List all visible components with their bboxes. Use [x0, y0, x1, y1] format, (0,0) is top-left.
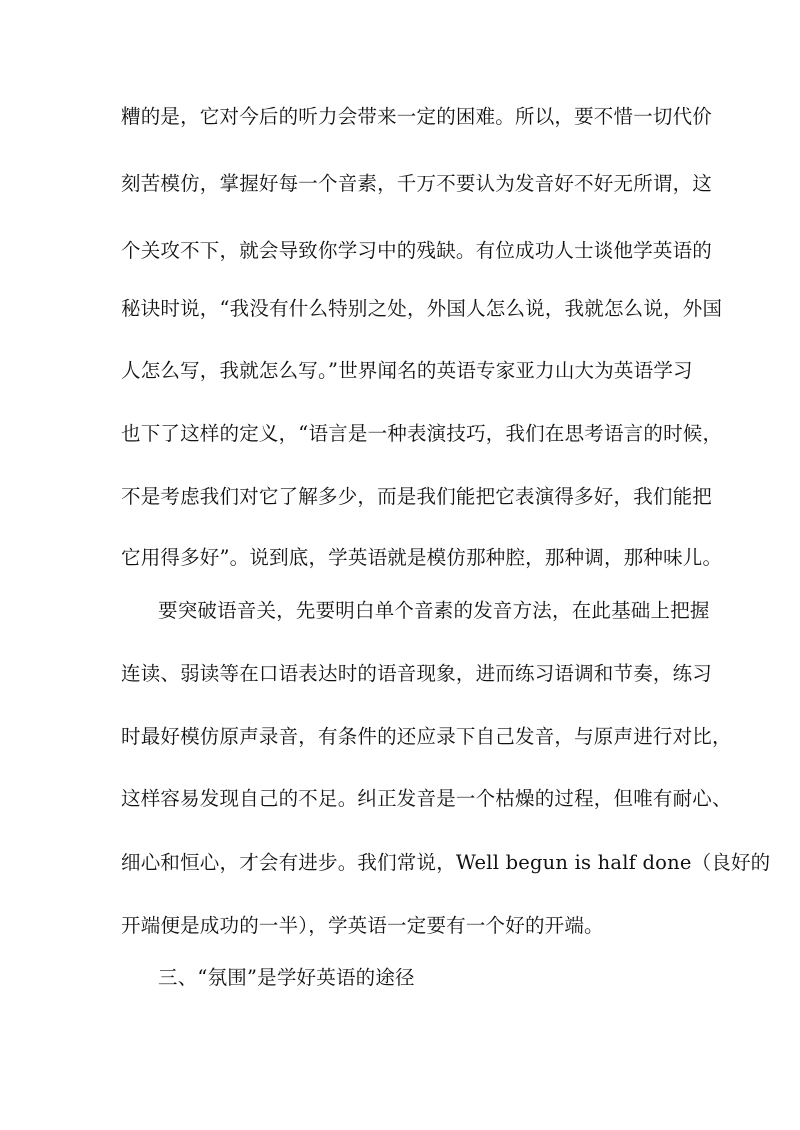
paragraph-1-line-7: 不是考虑我们对它了解多少，而是我们能把它表演得多好，我们能把	[121, 485, 713, 508]
paragraph-1-line-3: 个关攻不下，就会导致你学习中的残缺。有位成功人士谈他学英语的	[121, 239, 713, 262]
section-heading: 三、“氛围”是学好英语的途径	[158, 966, 415, 989]
paragraph-2-line-5: 细心和恒心，才会有进步。我们常说，Well begun is half done（良好的	[121, 851, 771, 874]
paragraph-1-line-1: 糟的是，它对今后的听力会带来一定的困难。所以，要不惜一切代价	[121, 105, 713, 128]
paragraph-1-line-4: 秘诀时说，“我没有什么特别之处，外国人怎么说，我就怎么说，外国	[121, 297, 723, 320]
paragraph-2-line-1: 要突破语音关，先要明白单个音素的发音方法，在此基础上把握	[158, 599, 710, 622]
paragraph-1-line-8: 它用得多好”。说到底，学英语就是模仿那种腔，那种调，那种味儿。	[121, 546, 723, 569]
paragraph-1-line-5: 人怎么写，我就怎么写。”世界闻名的英语专家亚力山大为英语学习	[121, 359, 693, 382]
paragraph-2-line-6: 开端便是成功的一半），学英语一定要有一个好的开端。	[121, 914, 604, 937]
paragraph-2-line-2: 连读、弱读等在口语表达时的语音现象，进而练习语调和节奏，练习	[121, 662, 713, 685]
paragraph-1-line-2: 刻苦模仿，掌握好每一个音素，千万不要认为发音好不好无所谓，这	[121, 172, 713, 195]
paragraph-1-line-6: 也下了这样的定义，“语言是一种表演技巧，我们在思考语言的时候，	[121, 422, 723, 445]
paragraph-2-line-4: 这样容易发现自己的不足。纠正发音是一个枯燥的过程，但唯有耐心、	[121, 787, 732, 810]
paragraph-2-line-3: 时最好模仿原声录音，有条件的还应录下自己发音，与原声进行对比，	[121, 725, 732, 748]
